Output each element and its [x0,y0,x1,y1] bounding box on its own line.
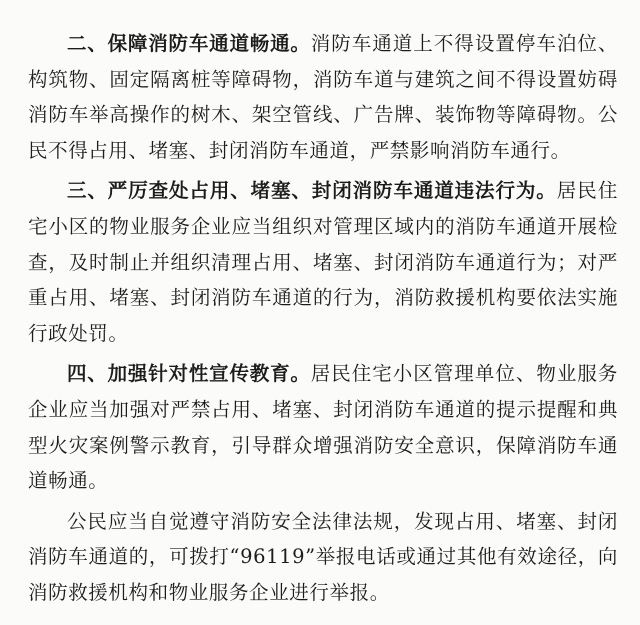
paragraph-2 [28,26,618,168]
paragraph-4 [28,356,618,498]
paragraph-3-body: 居民住宅小区的物业服务企业应当组织对管理区域内的消防车通道开展检查，及时制止并组织清理占用、堵塞、封闭消防车通道行为；对严重占用、堵塞、封闭消防车通道的行为，消防救援机构要依法实施行政处罚。 [28,179,618,345]
paragraph-2-heading: 二、保障消防车通道畅通。 [67,32,311,55]
paragraph-4-body: 居民住宅小区管理单位、物业服务企业应当加强对严禁占用、堵塞、封闭消防车通道的提示提醒和典型火灾案例警示教育，引导群众增强消防安全意识，保障消防车通道畅通。 [28,362,618,493]
paragraph-3-heading: 三、严厉查处占用、堵塞、封闭消防车通道违法行为。 [67,179,557,203]
paragraph-4-heading: 四、加强针对性宣传教育。 [67,362,311,386]
closing-paragraph: 公民应当自觉遵守消防安全法律法规，发现占用、堵塞、封闭消防车通道的，可拨打“96119”举报电话或通过其他有效途径，向消防救援机构和物业服务企业进行举报。 [28,509,618,604]
paragraph-3 [28,173,618,351]
paragraph-2-body: 消防车通道上不得设置停车泊位、构筑物、固定隔离桩等障碍物，消防车道与建筑之间不得设置妨碍消防车举高操作的树木、架空管线、广告牌、装饰物等障碍物。公民不得占用、堵塞、封闭消防车通道，严禁影响消防车通行。 [28,32,618,162]
